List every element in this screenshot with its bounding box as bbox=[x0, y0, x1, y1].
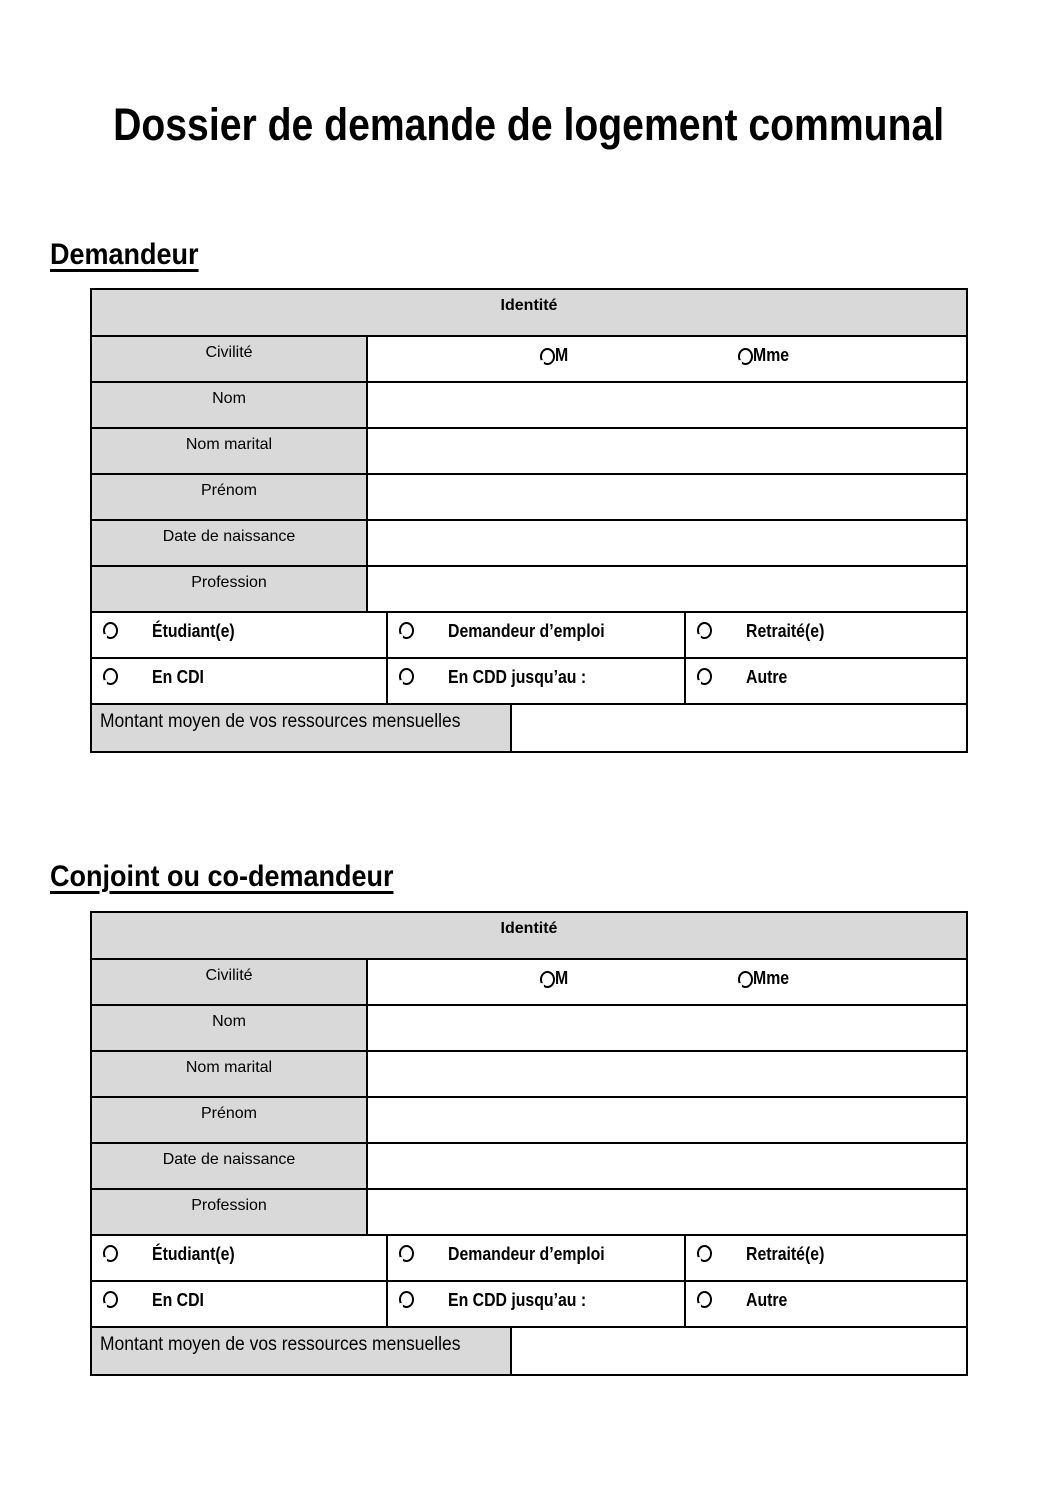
radio-icon bbox=[399, 1245, 414, 1262]
table-row bbox=[92, 290, 966, 335]
field-row-date-naissance bbox=[92, 519, 966, 565]
status-option-retraite[interactable]: Retraité(e) bbox=[684, 1236, 966, 1280]
radio-icon bbox=[697, 1245, 712, 1262]
status-row-1 bbox=[92, 611, 966, 657]
field-label-profession: Profession bbox=[92, 1190, 366, 1234]
income-row bbox=[92, 1326, 966, 1374]
field-row-nom bbox=[92, 1004, 966, 1050]
field-value-profession[interactable] bbox=[366, 567, 966, 611]
income-label: Montant moyen de vos ressources mensuelles bbox=[92, 705, 510, 751]
status-option-demandeur-emploi[interactable]: Demandeur d’emploi bbox=[386, 1236, 684, 1280]
radio-icon bbox=[103, 668, 118, 685]
section-heading-conjoint: Conjoint ou co-demandeur bbox=[50, 860, 394, 893]
field-value-nom-marital[interactable] bbox=[366, 1052, 966, 1096]
radio-icon bbox=[103, 1291, 118, 1308]
civility-options bbox=[366, 960, 966, 1004]
field-row-profession bbox=[92, 1188, 966, 1234]
income-value[interactable] bbox=[510, 705, 966, 751]
field-row-nom bbox=[92, 381, 966, 427]
radio-icon bbox=[738, 971, 753, 988]
field-label-civilite: Civilité bbox=[92, 337, 366, 381]
field-label-nom: Nom bbox=[92, 1006, 366, 1050]
status-row-1 bbox=[92, 1234, 966, 1280]
radio-icon bbox=[103, 622, 118, 639]
status-option-cdd[interactable]: En CDD jusqu’au : bbox=[386, 659, 684, 703]
field-label-nom-marital: Nom marital bbox=[92, 1052, 366, 1096]
radio-option-m[interactable]: M bbox=[540, 968, 570, 989]
field-label-nom: Nom bbox=[92, 383, 366, 427]
identity-table-demandeur bbox=[90, 288, 968, 753]
radio-icon bbox=[697, 622, 712, 639]
radio-icon bbox=[540, 971, 555, 988]
radio-icon bbox=[697, 1291, 712, 1308]
status-option-autre[interactable]: Autre bbox=[684, 1282, 966, 1326]
status-option-etudiant[interactable]: Étudiant(e) bbox=[92, 1236, 386, 1280]
income-label: Montant moyen de vos ressources mensuelles bbox=[92, 1328, 510, 1374]
field-value-nom[interactable] bbox=[366, 383, 966, 427]
radio-icon bbox=[738, 348, 753, 365]
income-row bbox=[92, 703, 966, 751]
field-row-profession bbox=[92, 565, 966, 611]
status-row-2 bbox=[92, 657, 966, 703]
radio-icon bbox=[399, 668, 414, 685]
status-option-retraite[interactable]: Retraité(e) bbox=[684, 613, 966, 657]
radio-icon bbox=[697, 668, 712, 685]
radio-option-m[interactable]: M bbox=[540, 345, 570, 366]
field-row-civilite bbox=[92, 335, 966, 381]
status-option-demandeur-emploi[interactable]: Demandeur d’emploi bbox=[386, 613, 684, 657]
field-label-prenom: Prénom bbox=[92, 475, 366, 519]
document-title-text: Dossier de demande de logement communal bbox=[113, 99, 945, 150]
field-row-civilite bbox=[92, 958, 966, 1004]
field-label-prenom: Prénom bbox=[92, 1098, 366, 1142]
field-row-nom-marital bbox=[92, 1050, 966, 1096]
table-header: Identité bbox=[92, 290, 966, 335]
field-value-profession[interactable] bbox=[366, 1190, 966, 1234]
income-value[interactable] bbox=[510, 1328, 966, 1374]
field-value-nom[interactable] bbox=[366, 1006, 966, 1050]
field-value-date-naissance[interactable] bbox=[366, 521, 966, 565]
radio-icon bbox=[540, 348, 555, 365]
civility-options bbox=[366, 337, 966, 381]
status-option-cdi[interactable]: En CDI bbox=[92, 1282, 386, 1326]
status-option-cdi[interactable]: En CDI bbox=[92, 659, 386, 703]
identity-table-conjoint bbox=[90, 911, 968, 1376]
field-value-prenom[interactable] bbox=[366, 1098, 966, 1142]
field-value-prenom[interactable] bbox=[366, 475, 966, 519]
radio-icon bbox=[399, 622, 414, 639]
field-label-date-naissance: Date de naissance bbox=[92, 1144, 366, 1188]
field-row-prenom bbox=[92, 1096, 966, 1142]
status-option-cdd[interactable]: En CDD jusqu’au : bbox=[386, 1282, 684, 1326]
radio-icon bbox=[103, 1245, 118, 1262]
table-row bbox=[92, 913, 966, 958]
section-heading-demandeur: Demandeur bbox=[50, 238, 199, 271]
field-value-date-naissance[interactable] bbox=[366, 1144, 966, 1188]
status-row-2 bbox=[92, 1280, 966, 1326]
field-row-nom-marital bbox=[92, 427, 966, 473]
field-label-civilite: Civilité bbox=[92, 960, 366, 1004]
field-row-prenom bbox=[92, 473, 966, 519]
table-header: Identité bbox=[92, 913, 966, 958]
radio-option-mme[interactable]: Mme bbox=[738, 968, 794, 989]
field-value-nom-marital[interactable] bbox=[366, 429, 966, 473]
field-label-profession: Profession bbox=[92, 567, 366, 611]
document-title bbox=[0, 100, 1058, 150]
field-row-date-naissance bbox=[92, 1142, 966, 1188]
status-option-etudiant[interactable]: Étudiant(e) bbox=[92, 613, 386, 657]
radio-icon bbox=[399, 1291, 414, 1308]
field-label-date-naissance: Date de naissance bbox=[92, 521, 366, 565]
radio-option-mme[interactable]: Mme bbox=[738, 345, 794, 366]
status-option-autre[interactable]: Autre bbox=[684, 659, 966, 703]
field-label-nom-marital: Nom marital bbox=[92, 429, 366, 473]
